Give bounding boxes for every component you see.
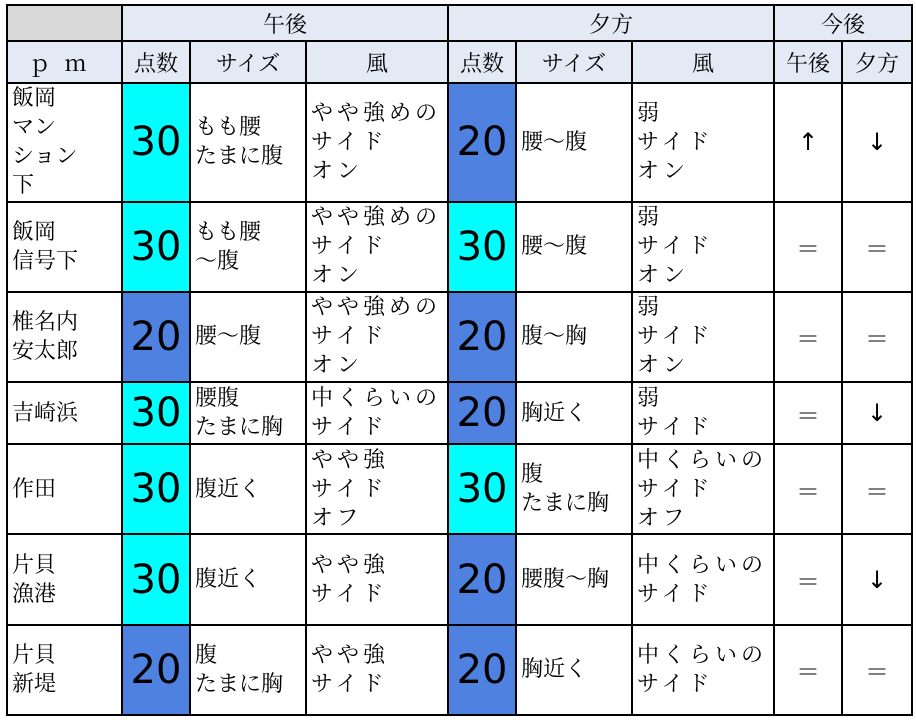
spot-name-cell bbox=[7, 382, 122, 444]
wind-line: サイド bbox=[637, 581, 714, 607]
wind-line: オン bbox=[311, 263, 364, 289]
outlook-evening-cell: ＝ bbox=[842, 292, 912, 382]
wind-line: 弱 bbox=[637, 386, 664, 412]
afternoon-wind-cell bbox=[306, 625, 448, 715]
wind-line: サイド bbox=[311, 415, 388, 441]
evening-size-cell bbox=[516, 202, 632, 292]
evening-score-cell: 30 bbox=[448, 444, 516, 534]
afternoon-score-cell: 30 bbox=[122, 444, 190, 534]
spot-row bbox=[7, 534, 912, 624]
evening-wind-cell bbox=[632, 292, 774, 382]
size-line: 腰〜腹 bbox=[195, 324, 262, 350]
outlook-evening-cell: ↓ bbox=[842, 83, 912, 201]
afternoon-wind-cell bbox=[306, 534, 448, 624]
evening-score-cell: 20 bbox=[448, 382, 516, 444]
afternoon-score-cell: 20 bbox=[122, 625, 190, 715]
spot-row bbox=[7, 444, 912, 534]
wind-line: オン bbox=[311, 158, 364, 184]
size-line: 〜腹 bbox=[195, 248, 240, 274]
evening-score-cell: 30 bbox=[448, 202, 516, 292]
size-line: 腹近く bbox=[195, 476, 262, 502]
header-group-row bbox=[7, 5, 912, 41]
afternoon-size-cell bbox=[190, 83, 306, 201]
wind-line: 中くらいの bbox=[637, 642, 768, 668]
afternoon-wind-cell bbox=[306, 292, 448, 382]
outlook-evening-cell: ↓ bbox=[842, 382, 912, 444]
outlook-afternoon-cell: ＝ bbox=[774, 444, 842, 534]
spot-name-cell bbox=[7, 292, 122, 382]
outlook-afternoon-cell: ↑ bbox=[774, 83, 842, 201]
afternoon-wind-cell bbox=[306, 83, 448, 201]
evening-wind-cell bbox=[632, 382, 774, 444]
evening-wind-header: 風 bbox=[632, 41, 774, 83]
wind-line: やや強めの bbox=[311, 205, 442, 231]
outlook-evening-cell: ＝ bbox=[842, 444, 912, 534]
spot-name-line: 下 bbox=[12, 173, 35, 199]
evening-score-cell: 20 bbox=[448, 83, 516, 201]
spot-name-line: 椎名内 bbox=[12, 309, 79, 335]
size-line: 腹〜胸 bbox=[521, 324, 588, 350]
wind-line: サイド bbox=[311, 476, 388, 502]
spot-name-line: 漁港 bbox=[12, 581, 57, 607]
size-line: 腰〜腹 bbox=[521, 234, 588, 260]
wind-line: サイド bbox=[637, 234, 714, 260]
wind-line: やや強 bbox=[311, 447, 390, 473]
wind-line: サイド bbox=[311, 234, 388, 260]
outlook-afternoon-cell: ＝ bbox=[774, 382, 842, 444]
outlook-evening-header: 夕方 bbox=[842, 41, 912, 83]
evening-size-cell bbox=[516, 382, 632, 444]
afternoon-wind-cell bbox=[306, 444, 448, 534]
outlook-evening-cell: ＝ bbox=[842, 202, 912, 292]
evening-size-cell bbox=[516, 625, 632, 715]
afternoon-wind-header: 風 bbox=[306, 41, 448, 83]
wind-line: サイド bbox=[637, 671, 714, 697]
evening-group-header: 夕方 bbox=[448, 5, 774, 41]
wind-line: サイド bbox=[637, 324, 714, 350]
outlook-evening-cell: ↓ bbox=[842, 534, 912, 624]
wind-line: オン bbox=[637, 263, 690, 289]
evening-size-cell bbox=[516, 534, 632, 624]
size-line: 腹 bbox=[195, 642, 218, 668]
wind-line: 中くらいの bbox=[311, 386, 442, 412]
spot-name-line: 作田 bbox=[12, 476, 57, 502]
size-line: 腹近く bbox=[195, 567, 262, 593]
spot-name-line: 新堤 bbox=[12, 671, 57, 697]
spot-name-cell bbox=[7, 444, 122, 534]
evening-score-header: 点数 bbox=[448, 41, 516, 83]
outlook-afternoon-cell: ＝ bbox=[774, 202, 842, 292]
wind-line: 弱 bbox=[637, 205, 664, 231]
size-line: 腹 bbox=[521, 462, 544, 488]
wind-line: 中くらいの bbox=[637, 552, 768, 578]
spot-name-line: 飯岡 bbox=[12, 86, 57, 112]
wind-line: オフ bbox=[311, 505, 363, 531]
spot-name-line: 片貝 bbox=[12, 642, 57, 668]
evening-score-cell: 20 bbox=[448, 292, 516, 382]
spot-name-line: 片貝 bbox=[12, 552, 57, 578]
evening-size-cell bbox=[516, 83, 632, 201]
wind-line: オン bbox=[637, 158, 690, 184]
spot-row bbox=[7, 382, 912, 444]
size-line: 腰腹 bbox=[195, 386, 240, 412]
size-line: もも腰 bbox=[195, 115, 262, 141]
size-line: 胸近く bbox=[521, 400, 588, 426]
afternoon-size-cell bbox=[190, 292, 306, 382]
spot-row bbox=[7, 625, 912, 715]
afternoon-size-cell bbox=[190, 382, 306, 444]
outlook-afternoon-cell: ＝ bbox=[774, 534, 842, 624]
evening-wind-cell bbox=[632, 202, 774, 292]
evening-wind-cell bbox=[632, 83, 774, 201]
evening-score-cell: 20 bbox=[448, 534, 516, 624]
afternoon-score-cell: 20 bbox=[122, 292, 190, 382]
wind-line: 弱 bbox=[637, 100, 664, 126]
size-line: 腰〜腹 bbox=[521, 129, 588, 155]
afternoon-score-cell: 30 bbox=[122, 83, 190, 201]
wind-line: オン bbox=[311, 353, 364, 379]
wind-line: オフ bbox=[637, 505, 689, 531]
size-line: もも腰 bbox=[195, 219, 262, 245]
header-blank-cell bbox=[7, 5, 122, 41]
afternoon-score-cell: 30 bbox=[122, 202, 190, 292]
afternoon-size-cell bbox=[190, 202, 306, 292]
wind-line: サイド bbox=[637, 476, 714, 502]
size-line: たまに腹 bbox=[195, 144, 284, 170]
wind-line: オン bbox=[637, 353, 690, 379]
wind-line: やや強 bbox=[311, 642, 390, 668]
evening-score-cell: 20 bbox=[448, 625, 516, 715]
wind-line: サイド bbox=[637, 415, 714, 441]
wind-line: やや強めの bbox=[311, 100, 442, 126]
spot-name-cell bbox=[7, 534, 122, 624]
wind-line: やや強めの bbox=[311, 295, 442, 321]
wind-line: 弱 bbox=[637, 295, 664, 321]
spot-name-line: 安太郎 bbox=[12, 338, 79, 364]
size-line: たまに胸 bbox=[521, 491, 610, 517]
afternoon-size-cell bbox=[190, 444, 306, 534]
spot-name-line: 飯岡 bbox=[12, 219, 57, 245]
spot-name-line: マン bbox=[12, 115, 57, 141]
outlook-afternoon-cell: ＝ bbox=[774, 292, 842, 382]
spot-row bbox=[7, 292, 912, 382]
outlook-afternoon-cell: ＝ bbox=[774, 625, 842, 715]
pm-header: ｐｍ bbox=[7, 41, 122, 83]
afternoon-size-cell bbox=[190, 625, 306, 715]
spot-name-cell bbox=[7, 83, 122, 201]
afternoon-score-cell: 30 bbox=[122, 382, 190, 444]
wind-line: やや強 bbox=[311, 552, 390, 578]
spot-name-cell bbox=[7, 202, 122, 292]
size-line: 胸近く bbox=[521, 657, 588, 683]
wind-line: サイド bbox=[311, 671, 388, 697]
wind-line: サイド bbox=[637, 129, 714, 155]
wind-line: サイド bbox=[311, 324, 388, 350]
surf-report-table bbox=[6, 4, 913, 716]
spot-name-cell bbox=[7, 625, 122, 715]
evening-size-cell bbox=[516, 444, 632, 534]
afternoon-size-header: サイズ bbox=[190, 41, 306, 83]
evening-size-cell bbox=[516, 292, 632, 382]
afternoon-score-cell: 30 bbox=[122, 534, 190, 624]
outlook-group-header: 今後 bbox=[774, 5, 912, 41]
spot-name-line: ション bbox=[12, 144, 78, 170]
size-line: たまに胸 bbox=[195, 671, 284, 697]
outlook-afternoon-header: 午後 bbox=[774, 41, 842, 83]
spot-name-line: 信号下 bbox=[12, 248, 79, 274]
afternoon-wind-cell bbox=[306, 382, 448, 444]
evening-size-header: サイズ bbox=[516, 41, 632, 83]
size-line: たまに胸 bbox=[195, 415, 284, 441]
evening-wind-cell bbox=[632, 444, 774, 534]
afternoon-wind-cell bbox=[306, 202, 448, 292]
wind-line: サイド bbox=[311, 129, 388, 155]
evening-wind-cell bbox=[632, 625, 774, 715]
wind-line: 中くらいの bbox=[637, 447, 768, 473]
outlook-evening-cell: ＝ bbox=[842, 625, 912, 715]
spot-row bbox=[7, 202, 912, 292]
header-sub-row bbox=[7, 41, 912, 83]
wind-line: サイド bbox=[311, 581, 388, 607]
evening-wind-cell bbox=[632, 534, 774, 624]
spot-name-line: 吉崎浜 bbox=[12, 400, 79, 426]
afternoon-group-header: 午後 bbox=[122, 5, 448, 41]
afternoon-score-header: 点数 bbox=[122, 41, 190, 83]
afternoon-size-cell bbox=[190, 534, 306, 624]
spot-row bbox=[7, 83, 912, 201]
size-line: 腰腹〜胸 bbox=[521, 567, 610, 593]
